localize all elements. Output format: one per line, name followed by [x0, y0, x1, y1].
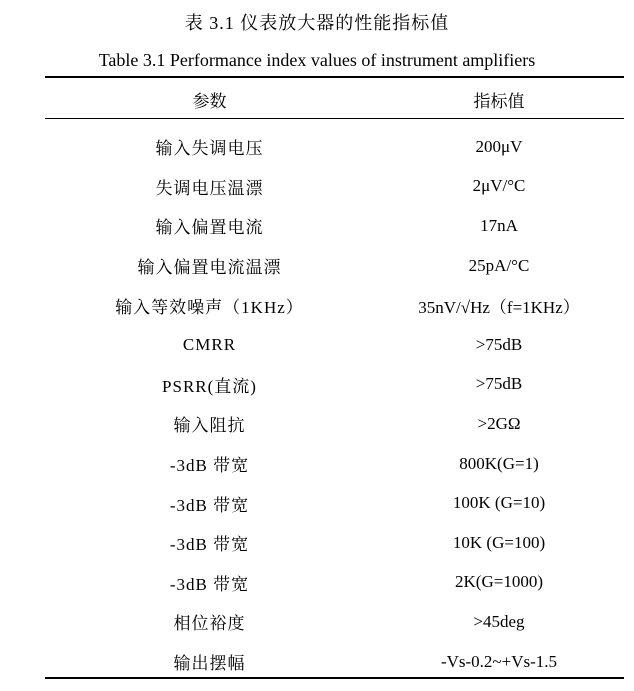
param-cell: -3dB 带宽: [169, 535, 250, 555]
header-param: [45, 87, 374, 112]
param-cell: -3dB 带宽: [169, 574, 250, 594]
table-header-row: [45, 82, 624, 116]
value-cell: >75dB: [475, 374, 523, 394]
param-cell: PSRR(直流): [162, 376, 257, 396]
header-value-label: 指标值: [473, 91, 525, 111]
value-cell: 10K (G=100): [452, 532, 546, 552]
table-row: [45, 206, 624, 246]
table-row: [45, 523, 624, 563]
table-header-rule: [45, 118, 624, 119]
value-cell: 100K (G=10): [452, 493, 546, 513]
param-cell: 失调电压温漂: [155, 178, 264, 198]
table-body: [45, 127, 624, 681]
param-cell: 输出摆幅: [173, 654, 246, 674]
value-cell: 800K(G=1): [459, 453, 539, 473]
table-row: [45, 285, 624, 325]
param-cell: 输入偏置电流温漂: [137, 258, 282, 278]
table-row: [45, 246, 624, 286]
table-row: [45, 483, 624, 523]
param-cell: -3dB 带宽: [169, 456, 250, 476]
value-cell: 2μV/°C: [472, 176, 526, 196]
value-cell: 2K(G=1000): [455, 572, 543, 592]
table-row: [45, 325, 624, 365]
header-param-label: 参数: [192, 91, 227, 111]
table-bottom-rule: [45, 677, 624, 679]
table-row: [45, 444, 624, 484]
param-cell: 相位裕度: [173, 614, 246, 634]
param-cell: 输入偏置电流: [155, 218, 264, 238]
value-cell: 17nA: [480, 215, 518, 235]
header-value: [374, 87, 624, 112]
param-cell: 输入等效噪声（1KHz）: [115, 297, 304, 317]
table-top-rule: [45, 76, 624, 78]
param-cell: 输入失调电压: [155, 139, 264, 159]
param-cell: CMRR: [182, 334, 237, 354]
value-cell: -Vs-0.2~+Vs-1.5: [440, 651, 558, 671]
table-caption-chinese: 表 3.1 仪表放大器的性能指标值: [184, 13, 450, 33]
value-cell: 35nV/√Hz（f=1KHz）: [418, 297, 580, 317]
value-cell: >45deg: [473, 611, 525, 631]
param-cell: 输入阻抗: [173, 416, 246, 436]
param-cell: -3dB 带宽: [169, 495, 250, 515]
table-row: [45, 127, 624, 167]
table-row: [45, 563, 624, 603]
value-cell: >75dB: [475, 334, 523, 354]
value-cell: 25pA/°C: [468, 255, 530, 275]
table-caption-english: Table 3.1 Performance index values of instrument amplifiers: [98, 50, 536, 70]
table-row: [45, 602, 624, 642]
table-row: [45, 365, 624, 405]
value-cell: 200μV: [475, 136, 523, 156]
value-cell: >2GΩ: [477, 413, 521, 433]
table-row: [45, 404, 624, 444]
table-row: [45, 167, 624, 207]
table-row: [45, 642, 624, 682]
